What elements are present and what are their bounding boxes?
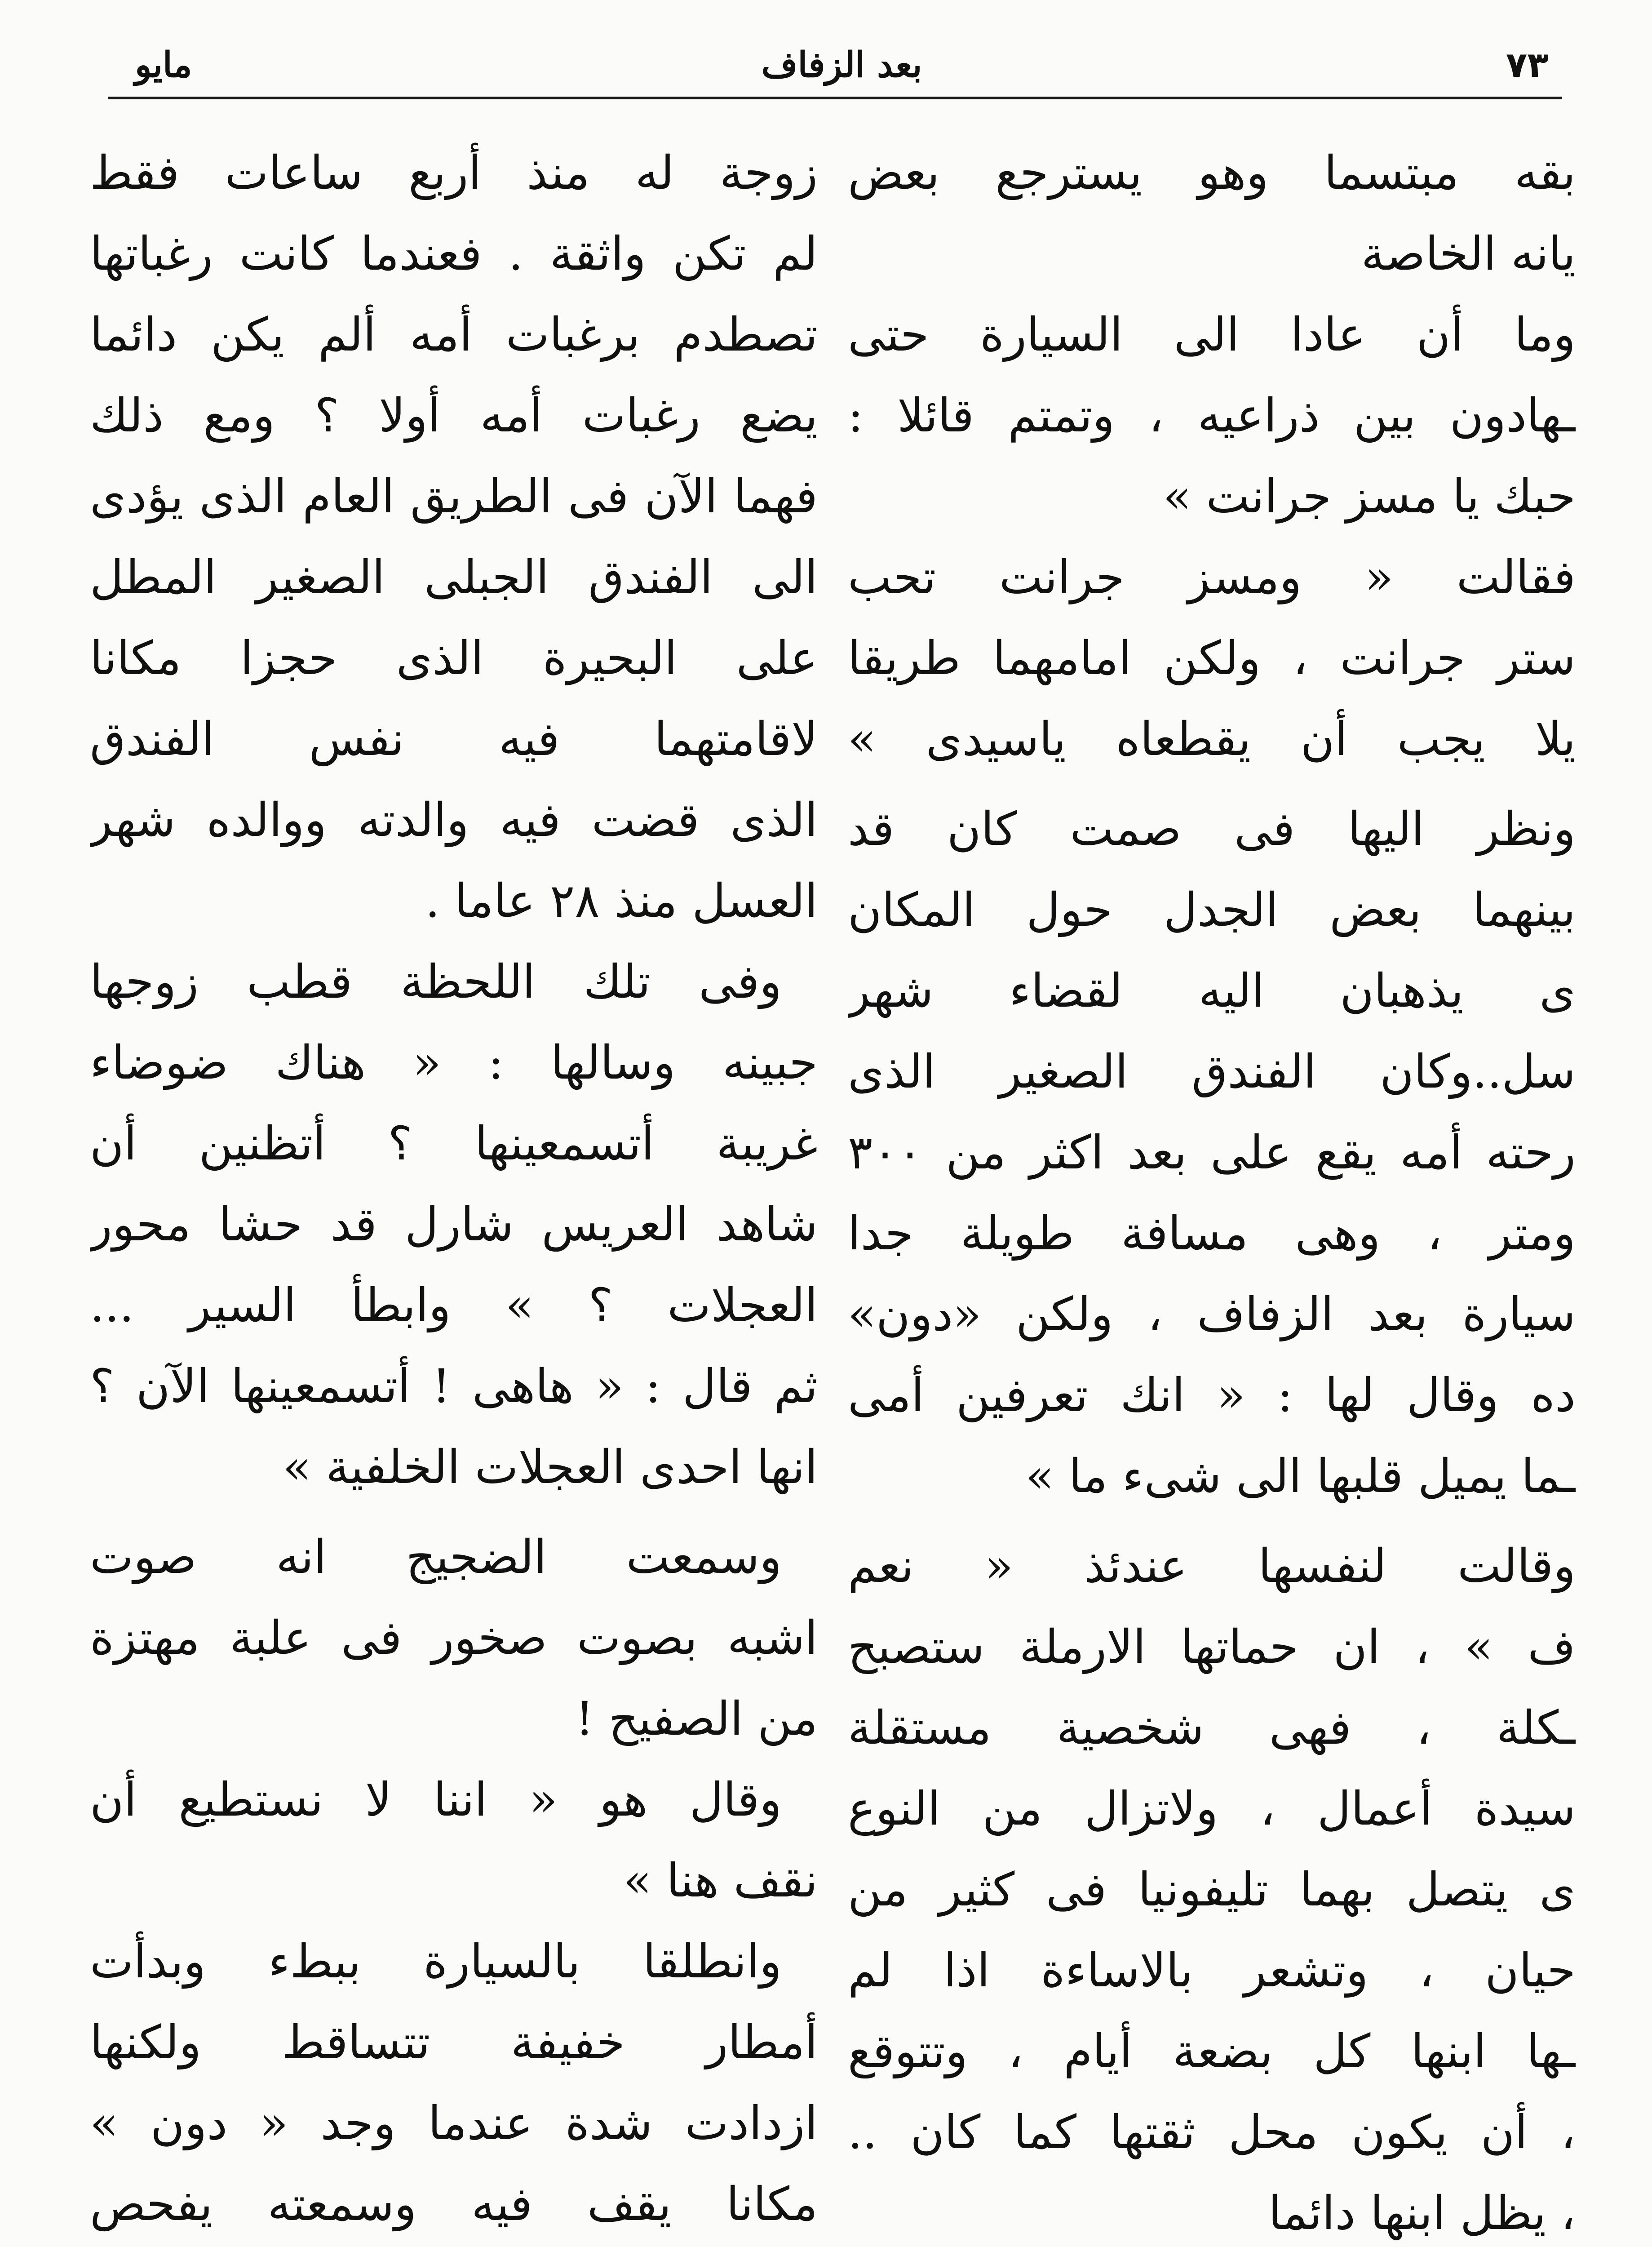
text-line: سل..وكان الفندق الصغير الذى <box>848 1045 1576 1099</box>
right-text-column <box>848 133 1576 2247</box>
text-line: اشبه بصوت صخور فى علبة مهتزة <box>90 1611 818 1665</box>
page-header <box>135 43 1549 97</box>
text-line: وما أن عادا الى السيارة حتى <box>848 308 1576 362</box>
text-line: ـكلة ، فهى شخصية مستقلة <box>848 1701 1576 1755</box>
text-line: غريبة أتسمعينها ؟ أتظنين أن <box>90 1117 818 1171</box>
text-line: حبك يا مسز جرانت » <box>1163 470 1576 524</box>
text-line: ونظر اليها فى صمت كان قد <box>848 802 1576 856</box>
text-line: ـهادون بين ذراعيه ، وتمتم قائلا : <box>848 389 1576 443</box>
text-line: انها احدى العجلات الخلفية » <box>283 1440 818 1494</box>
text-line: مكانا يقف فيه وسمعته يفحص <box>90 2177 818 2231</box>
text-line <box>90 2245 818 2247</box>
text-line: زوجة له منذ أربع ساعات فقط <box>90 146 818 200</box>
text-line: وانطلقا بالسيارة ببطء وبدأت <box>90 1935 782 1989</box>
text-line: سيدة أعمال ، ولاتزال من النوع <box>848 1782 1576 1836</box>
text-line: وقال هو « اننا لا نستطيع أن <box>90 1773 782 1827</box>
text-line: وفى تلك اللحظة قطب زوجها <box>90 955 782 1009</box>
text-line: ستر جرانت ، ولكن امامهما طريقا <box>848 631 1576 685</box>
text-line: تصطدم برغبات أمه ألم يكن دائما <box>90 308 818 362</box>
text-line: ، أن يكون محل ثقتها كما كان .. <box>848 2105 1576 2159</box>
text-line: جبينه وسالها : « هناك ضوضاء <box>90 1036 818 1090</box>
text-line: نقف هنا » <box>623 1854 818 1908</box>
text-line: على البحيرة الذى حجزا مكانا <box>90 631 818 685</box>
running-header-title: بعد الزفاف <box>761 44 922 85</box>
text-line: يضع رغبات أمه أولا ؟ ومع ذلك <box>90 389 818 443</box>
text-line: لاقامتهما فيه نفس الفندق <box>90 712 818 766</box>
text-line: ومتر ، وهى مسافة طويلة جدا <box>848 1207 1576 1261</box>
text-line: ، يظل ابنها دائما <box>1268 2186 1576 2240</box>
text-line: من الصفيح ! <box>575 1692 818 1746</box>
text-line: ازدادت شدة عندما وجد « دون » <box>90 2096 818 2150</box>
header-rule <box>108 97 1562 99</box>
text-line: بينهما بعض الجدل حول المكان <box>848 883 1576 937</box>
text-line: وقالت لنفسها عندئذ « نعم <box>848 1539 1576 1593</box>
text-line: ده وقال لها : « انك تعرفين أمى <box>848 1368 1576 1422</box>
text-line: يانه الخاصة <box>1361 227 1576 281</box>
text-line: ف » ، ان حماتها الارملة ستصبح <box>848 1620 1576 1674</box>
text-line: لم تكن واثقة . فعندما كانت رغباتها <box>90 227 818 281</box>
text-line: ـما يميل قلبها الى شىء ما » <box>1025 1449 1576 1503</box>
text-line: ـها ابنها كل بضعة أيام ، وتتوقع <box>848 2025 1576 2078</box>
text-line: فهما الآن فى الطريق العام الذى يؤدى <box>90 470 818 524</box>
left-text-column <box>90 133 818 2247</box>
text-line: حيان ، وتشعر بالاساءة اذا لم <box>848 1944 1576 1998</box>
text-line: سيارة بعد الزفاف ، ولكن «دون» <box>848 1288 1576 1341</box>
text-line: ى يتصل بهما تليفونيا فى كثير من <box>848 1863 1576 1917</box>
text-line: يلا يجب أن يقطعاه ياسيدى » <box>848 712 1576 766</box>
running-header-month: مايو <box>135 44 192 85</box>
text-line: وسمعت الضجيج انه صوت <box>90 1530 782 1584</box>
text-line: العجلات ؟ » وابطأ السير ... <box>90 1279 818 1332</box>
page-number: ٧٣ <box>1506 45 1549 85</box>
text-line: بقه مبتسما وهو يسترجع بعض <box>848 146 1576 200</box>
text-line: أمطار خفيفة تتساقط ولكنها <box>90 2016 818 2069</box>
text-line: العسل منذ ٢٨ عاما . <box>425 874 818 928</box>
text-line: الى الفندق الجبلى الصغير المطل <box>90 551 818 604</box>
text-line: فقالت « ومسز جرانت تحب <box>848 551 1576 604</box>
text-line: ثم قال : « هاهى ! أتسمعينها الآن ؟ <box>90 1359 818 1413</box>
text-line: رحته أمه يقع على بعد اكثر من ٣٠٠ <box>848 1126 1576 1180</box>
text-line: الذى قضت فيه والدته ووالده شهر <box>90 793 818 847</box>
text-line: شاهد العريس شارل قد حشا محور <box>90 1198 818 1252</box>
text-line: ى يذهبان اليه لقضاء شهر <box>848 964 1576 1018</box>
